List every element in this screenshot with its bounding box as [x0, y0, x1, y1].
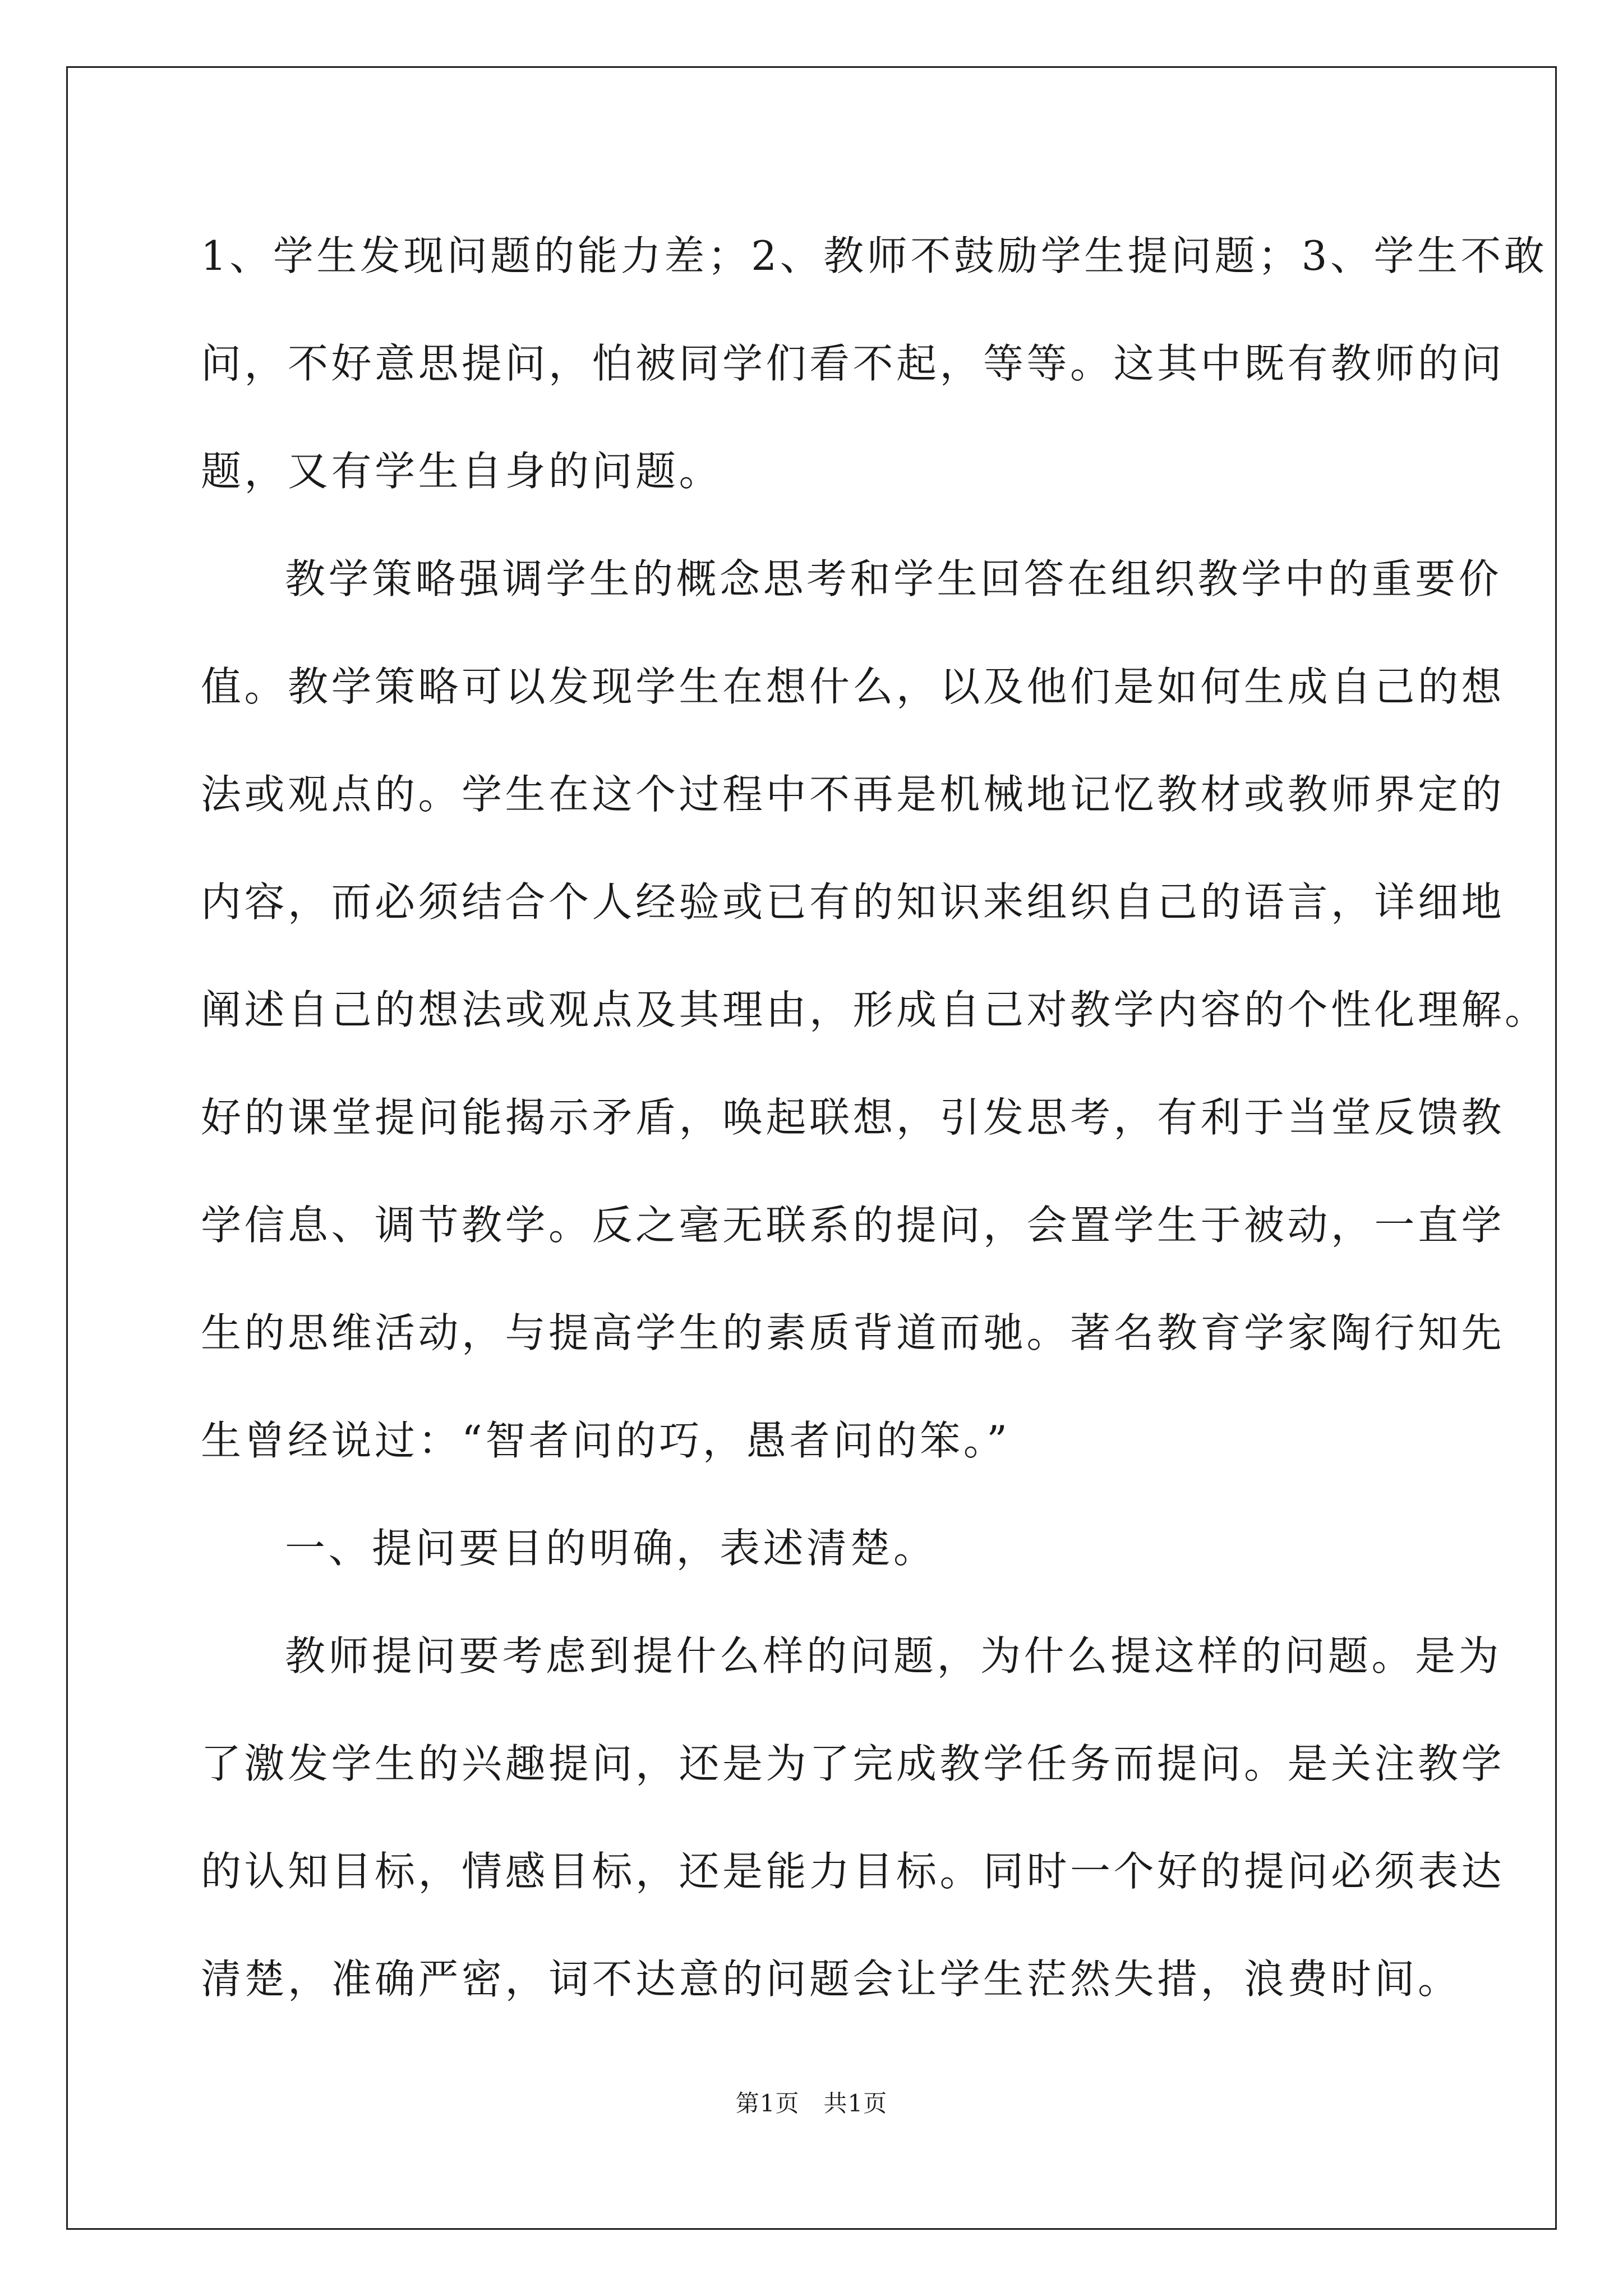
text-line: 内容，而必须结合个人经验或已有的知识来组织自己的语言，详细地	[201, 878, 1505, 926]
paragraph-first-line: 教学策略强调学生的概念思考和学生回答在组织教学中的重要价	[285, 555, 1502, 602]
text-line: 法或观点的。学生在这个过程中不再是机械地记忆教材或教师界定的	[201, 771, 1505, 818]
document-body	[201, 202, 1548, 2033]
page-number-footer: 第1页 共1页	[735, 2090, 888, 2117]
text-line: 生的思维活动，与提高学生的素质背道而驰。著名教育学家陶行知先	[201, 1309, 1505, 1356]
text-line: 问，不好意思提问，怕被同学们看不起，等等。这其中既有教师的问	[201, 340, 1505, 387]
text-line: 阐述自己的想法或观点及其理由，形成自己对教学内容的个性化理解。	[201, 986, 1548, 1033]
text-line: 的认知目标，情感目标，还是能力目标。同时一个好的提问必须表达	[201, 1848, 1505, 1895]
text-line: 值。教学策略可以发现学生在想什么，以及他们是如何生成自己的想	[201, 663, 1505, 710]
text-line: 了激发学生的兴趣提问，还是为了完成教学任务而提问。是关注教学	[201, 1740, 1505, 1787]
text-line: 清楚，准确严密，词不达意的问题会让学生茫然失措，浪费时间。	[201, 1955, 1461, 2003]
text-line: 好的课堂提问能揭示矛盾，唤起联想，引发思考，有利于当堂反馈教	[201, 1094, 1505, 1141]
text-line: 学信息、调节教学。反之毫无联系的提问，会置学生于被动，一直学	[201, 1202, 1505, 1249]
paragraph-first-line: 教师提问要考虑到提什么样的问题，为什么提这样的问题。是为	[285, 1632, 1502, 1680]
text-line: 1、学生发现问题的能力差；2、教师不鼓励学生提问题；3、学生不敢	[201, 232, 1548, 279]
text-line: 题，又有学生自身的问题。	[201, 448, 723, 495]
section-heading: 一、提问要目的明确，表述清楚。	[285, 1525, 937, 1572]
text-line: 生曾经说过：“智者问的巧，愚者问的笨。”	[201, 1417, 1011, 1464]
